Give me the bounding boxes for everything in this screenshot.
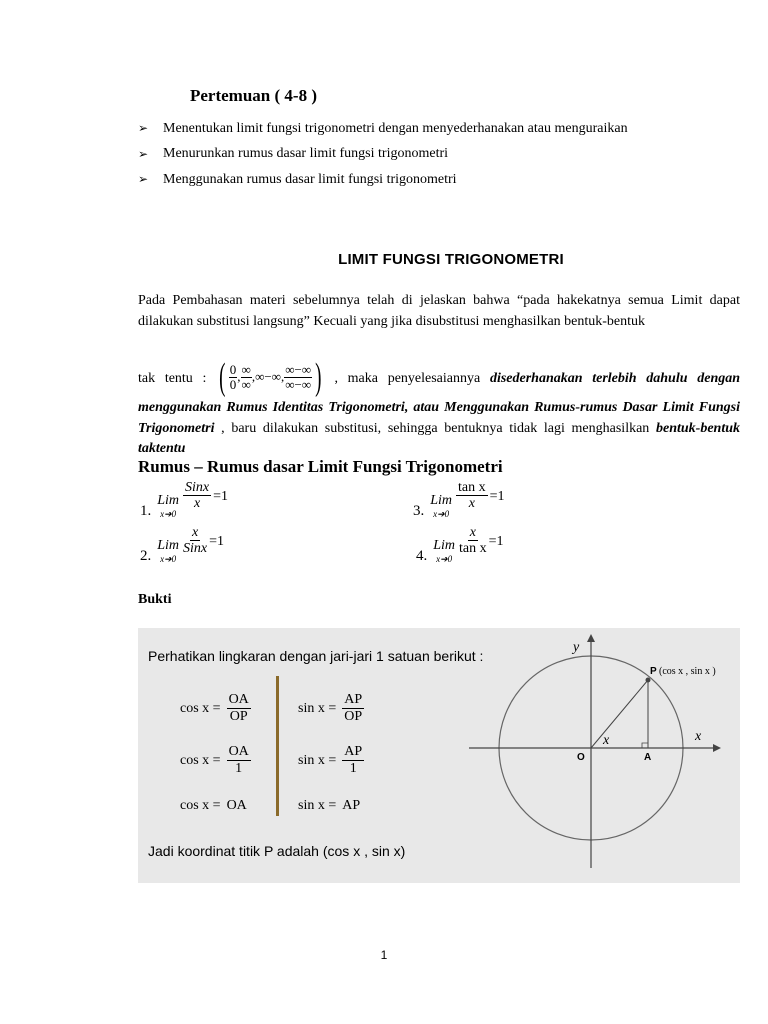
- unit-circle-diagram: [463, 628, 740, 883]
- lim-word: Lim: [430, 492, 453, 508]
- eq-fraction: [342, 744, 364, 777]
- y-axis-label: y: [573, 640, 580, 655]
- objective-item: [138, 167, 628, 193]
- meeting-title: Pertemuan ( 4-8 ): [190, 86, 317, 105]
- lim-operator: [433, 538, 455, 565]
- column-divider: [276, 676, 279, 816]
- point-p-label: P: [650, 666, 657, 677]
- foot-label: A: [644, 752, 652, 763]
- fraction-numerator: AP: [342, 744, 364, 761]
- fraction-numerator: AP: [342, 692, 364, 709]
- objective-text: Menggunakan rumus dasar limit fungsi trigonometri: [163, 171, 457, 187]
- fraction-numerator: tan x: [458, 480, 486, 495]
- proof-intro: Perhatikan lingkaran dengan jari-jari 1 satuan berikut :: [148, 648, 484, 664]
- equals-one: =1: [489, 488, 505, 504]
- proof-conclusion: Jadi koordinat titik P adalah (cos x , sin x): [148, 843, 406, 859]
- equals-one: =1: [209, 533, 225, 549]
- point-p-coords: (cos x , sin x ): [659, 666, 716, 677]
- fraction-numerator: x: [191, 525, 199, 540]
- lim-subscript: x➔0: [160, 553, 177, 564]
- fraction-denominator: tan x: [459, 541, 487, 557]
- cos-label: cos x =: [180, 752, 221, 768]
- formula-4: [416, 525, 504, 565]
- cos-eq-3: [180, 798, 247, 814]
- lim-word: Lim: [433, 537, 456, 553]
- form-diff-over-diff: [284, 363, 312, 391]
- section-title: LIMIT FUNGSI TRIGONOMETRI: [338, 251, 564, 268]
- form-inf-minus-inf: ∞−∞: [255, 368, 281, 384]
- equals-one: =1: [213, 488, 229, 504]
- fraction-numerator: x: [469, 525, 476, 540]
- arrow-bullet-icon: ➢: [138, 172, 149, 187]
- origin-label: O: [577, 752, 585, 763]
- formula-3: [413, 480, 505, 520]
- sin-label: sin x =: [298, 752, 337, 768]
- lim-word: Lim: [157, 492, 180, 508]
- fraction-denominator: ∞: [241, 376, 251, 392]
- objective-item: [138, 142, 628, 168]
- form-zero-over-zero: [229, 363, 238, 391]
- fraction-denominator: x: [193, 496, 201, 512]
- lim-subscript: x➔0: [436, 553, 453, 564]
- proof-figure: [138, 628, 740, 883]
- formula-fraction: [459, 525, 487, 557]
- eq-value: AP: [342, 798, 361, 813]
- sin-label: sin x =: [298, 700, 337, 716]
- fraction-numerator: ∞−∞: [285, 361, 312, 377]
- eq-fraction: [227, 692, 251, 725]
- eq-fraction: [342, 692, 364, 725]
- fraction-denominator: Sinx: [183, 541, 208, 557]
- lim-word: Lim: [157, 537, 180, 553]
- fraction-numerator: Sinx: [185, 480, 210, 495]
- fraction-numerator: OA: [227, 744, 251, 761]
- sin-label: sin x =: [298, 798, 337, 813]
- eq-value: OA: [226, 798, 247, 813]
- radius-line: [591, 680, 648, 748]
- sin-eq-2: [298, 744, 364, 777]
- formula-fraction: [456, 480, 488, 512]
- formula-number: 4.: [416, 547, 428, 564]
- fraction-denominator: OP: [229, 709, 248, 725]
- formulas-title: Rumus – Rumus dasar Limit Fungsi Trigonometri: [138, 457, 503, 476]
- arrow-bullet-icon: ➢: [138, 146, 149, 161]
- x-axis-label: x: [695, 729, 702, 744]
- right-paren: ): [315, 356, 322, 398]
- objective-item: [138, 116, 628, 142]
- x-axis-arrow-icon: [713, 744, 721, 752]
- eq-fraction: [227, 744, 251, 777]
- point-p-marker: [646, 678, 651, 683]
- objectives-list: [138, 116, 628, 193]
- equals-one: =1: [488, 533, 504, 549]
- fraction-numerator: ∞: [241, 361, 251, 377]
- left-paren: (: [219, 356, 226, 398]
- sin-eq-1: [298, 692, 364, 725]
- fraction-denominator: ∞−∞: [285, 376, 312, 392]
- paragraph-text: , baru dilakukan substitusi, sehingga bentuknya tidak lagi menghasilkan: [214, 420, 656, 436]
- objective-text: Menurunkan rumus dasar limit fungsi trigonometri: [163, 146, 449, 162]
- lim-operator: [157, 493, 179, 520]
- fraction-denominator: 1: [349, 761, 357, 777]
- formula-fraction: [183, 525, 207, 557]
- formula-number: 1.: [140, 502, 152, 519]
- cos-eq-1: [180, 692, 251, 725]
- lim-subscript: x➔0: [433, 508, 450, 519]
- indeterminate-prefix: tak tentu :: [138, 371, 207, 387]
- angle-label: x: [603, 733, 610, 748]
- objective-text: Menentukan limit fungsi trigonometri dengan menyederhanakan atau menguraikan: [163, 120, 628, 136]
- formula-number: 3.: [413, 502, 425, 519]
- right-angle-icon: [642, 743, 648, 748]
- fraction-denominator: 1: [235, 761, 243, 777]
- cos-eq-2: [180, 744, 251, 777]
- formula-1: [140, 480, 228, 520]
- formula-2: [140, 525, 224, 565]
- lim-operator: [430, 493, 452, 520]
- cos-label: cos x =: [180, 798, 221, 813]
- cos-label: cos x =: [180, 700, 221, 716]
- proof-title: Bukti: [138, 592, 172, 607]
- indeterminate-paragraph: [138, 356, 741, 460]
- form-inf-over-inf: [241, 363, 252, 391]
- fraction-denominator: 0: [229, 376, 237, 392]
- emphasis-text: disederhanakan terlebih dahulu dengan menggunakan Rumus Identitas Trigonometri, atau Menggunakan Rumus-rumus Dasar Limit Fungsi Trigonometri: [138, 371, 741, 436]
- emphasis-text: bentuk-bentuk taktentu: [138, 420, 740, 456]
- arrow-bullet-icon: ➢: [138, 121, 149, 136]
- formula-fraction: [183, 480, 211, 512]
- fraction-denominator: OP: [344, 709, 363, 725]
- paragraph-text: , maka penyelesaiannya: [334, 371, 490, 387]
- intro-paragraph: Pada Pembahasan materi sebelumnya telah di jelaskan bahwa “pada hakekatnya semua Limit dapat dilakukan substitusi langsung” Kecuali yang jika disubstitusi menghasilkan bentuk-bentuk: [138, 293, 740, 329]
- fraction-denominator: x: [468, 496, 475, 512]
- indeterminate-forms: ( $\frac{0}{0}$ , ∞ ∞ , ∞−∞ , ∞−∞ ∞−∞ ): [219, 356, 322, 398]
- formula-number: 2.: [140, 547, 152, 564]
- y-axis-arrow-icon: [587, 634, 595, 642]
- lim-subscript: x➔0: [160, 508, 177, 519]
- sin-eq-3: [298, 798, 360, 814]
- page-number: 1: [380, 948, 388, 962]
- fraction-numerator: 0: [229, 361, 237, 377]
- lim-operator: [157, 538, 179, 565]
- fraction-numerator: OA: [227, 692, 251, 709]
